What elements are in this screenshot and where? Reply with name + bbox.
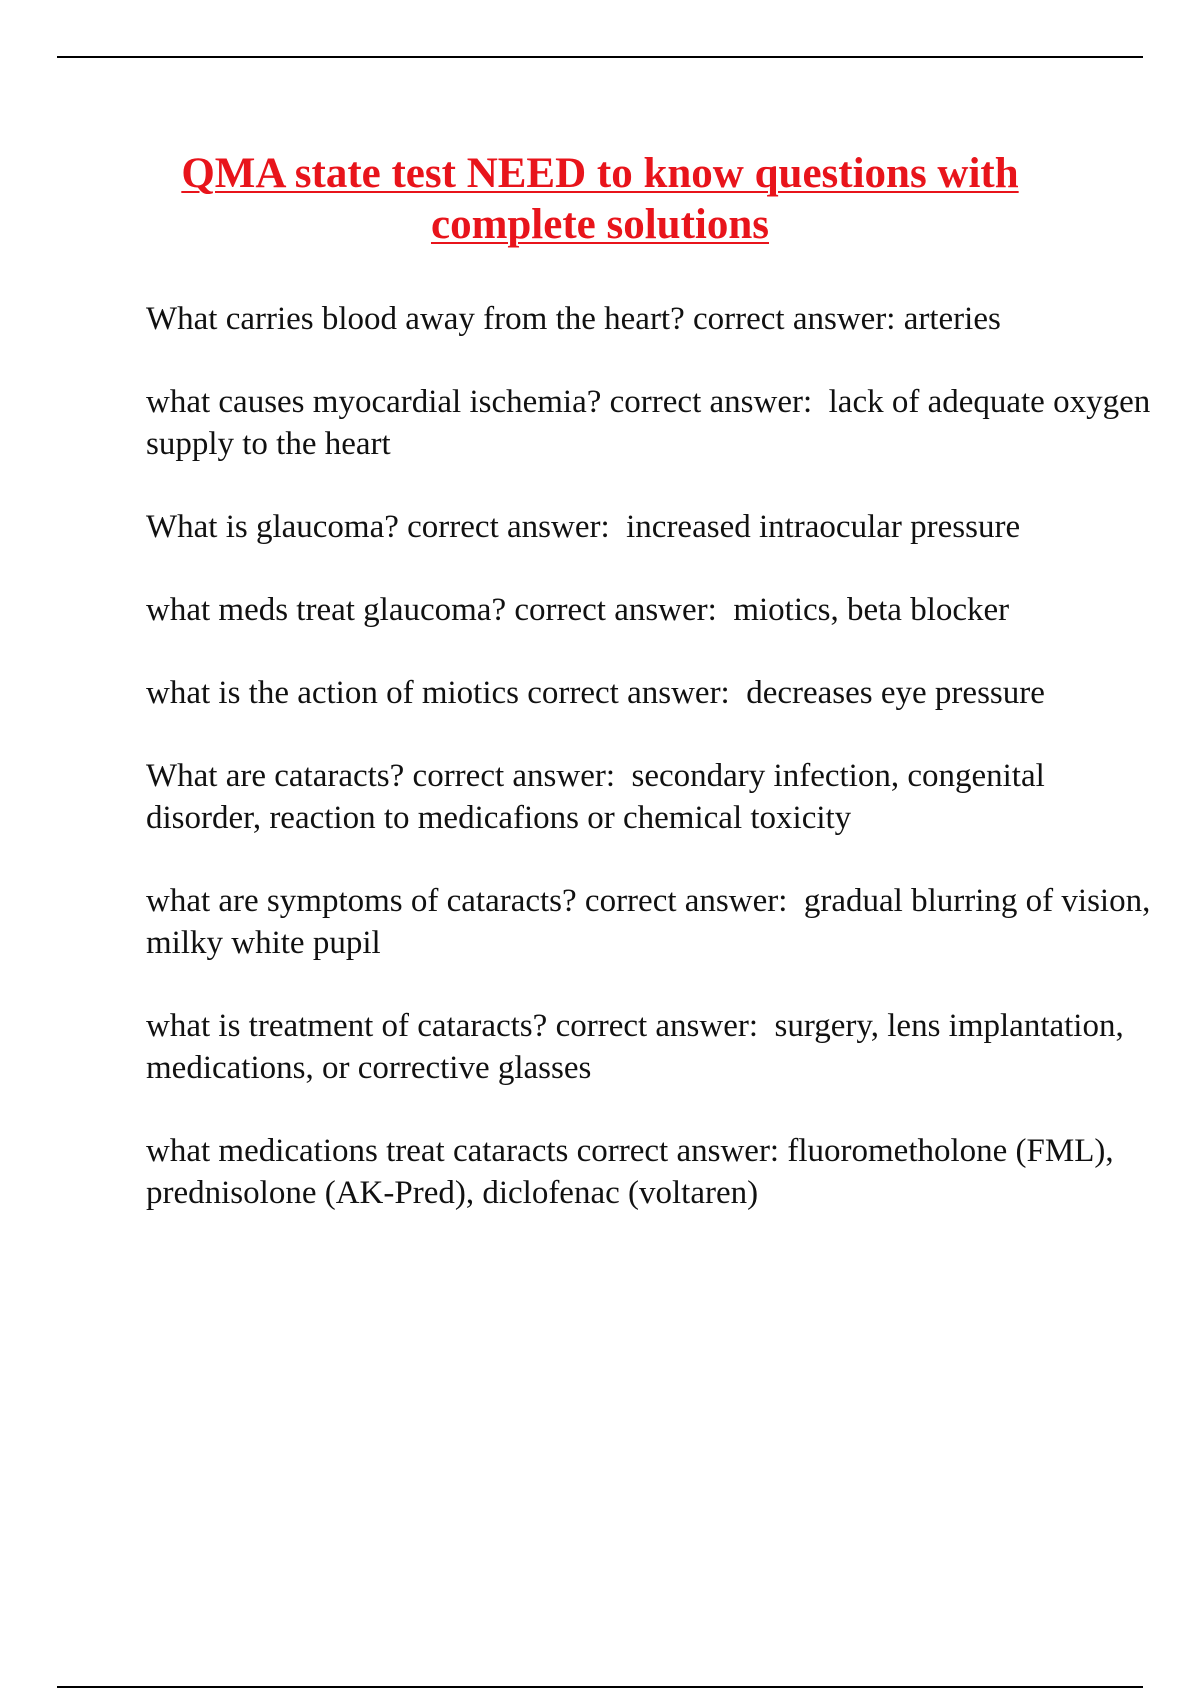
qa-item	[146, 589, 1156, 631]
answer-text: lack of adequate oxygen supply to the heart	[146, 384, 1151, 462]
bottom-rule	[57, 1686, 1143, 1688]
question-text: What carries blood away from the heart?	[146, 301, 685, 337]
answer-text: miotics, beta blocker	[733, 592, 1010, 628]
question-text: what causes myocardial ischemia?	[146, 384, 602, 420]
answer-text: decreases eye pressure	[746, 675, 1045, 711]
answer-label: correct answer:	[609, 384, 813, 420]
qa-item	[146, 672, 1156, 714]
document-title: QMA state test NEED to know questions with complete solutions	[181, 150, 1019, 248]
qa-item	[146, 1130, 1156, 1214]
qa-item	[146, 381, 1156, 465]
answer-label: correct answer:	[514, 592, 717, 628]
answer-label: correct answer:	[527, 675, 730, 711]
answer-label: correct answer:	[555, 1008, 759, 1044]
answer-text: arteries	[903, 301, 1001, 337]
question-text: what is treatment of cataracts?	[146, 1008, 548, 1044]
answer-label: correct answer:	[584, 883, 788, 919]
question-text: what are symptoms of cataracts?	[146, 883, 577, 919]
qa-list	[146, 298, 1156, 1255]
qa-item	[146, 506, 1156, 548]
qa-item	[146, 880, 1156, 964]
question-text: what medications treat cataracts	[146, 1133, 569, 1169]
question-text: What is glaucoma?	[146, 509, 399, 545]
answer-text: secondary infection, congenital disorder, reaction to medicafions or chemical toxicity	[146, 758, 1045, 836]
top-rule	[57, 56, 1143, 58]
answer-text: surgery, lens implantation, medications, or corrective glasses	[146, 1008, 1124, 1086]
answer-label: correct answer:	[693, 301, 896, 337]
question-text: What are cataracts?	[146, 758, 405, 794]
question-text: what is the action of miotics	[146, 675, 520, 711]
answer-text: increased intraocular pressure	[626, 509, 1021, 545]
answer-label: correct answer:	[412, 758, 616, 794]
answer-label: correct answer:	[576, 1133, 780, 1169]
qa-item	[146, 298, 1156, 340]
question-text: what meds treat glaucoma?	[146, 592, 507, 628]
answer-text: gradual blurring of vision, milky white pupil	[146, 883, 1151, 961]
qa-item	[146, 755, 1156, 839]
answer-text: fluorometholone (FML), prednisolone (AK-Pred), diclofenac (voltaren)	[146, 1133, 1114, 1211]
answer-label: correct answer:	[407, 509, 610, 545]
qa-item	[146, 1005, 1156, 1089]
